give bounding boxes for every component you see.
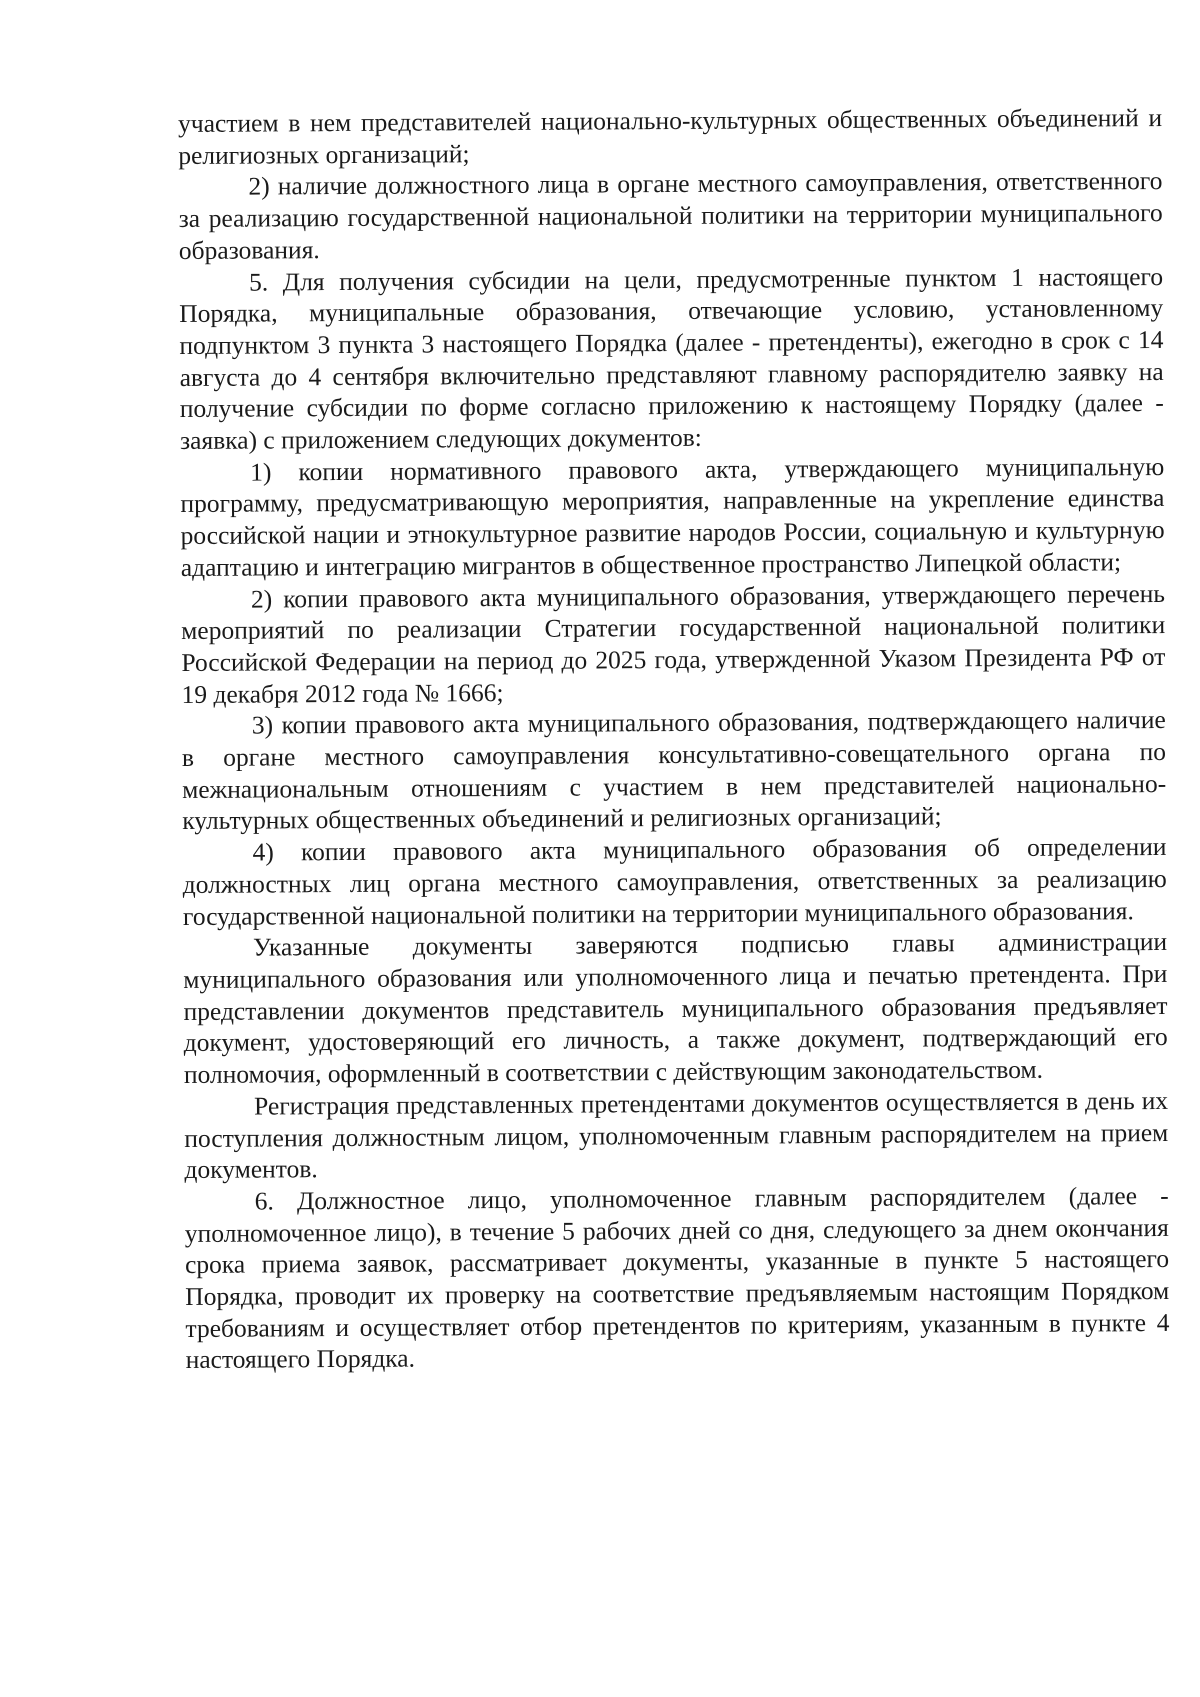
- paragraph-continuation: участием в нем представителей национально-культурных общественных объединений и религиозных организаций;: [178, 102, 1163, 170]
- paragraph-doc-item-3: 3) копии правового акта муниципального образования, подтверждающего наличие в органе местного самоуправления консультативно-совещательного органа по межнациональным отношениям с участием в нем представителей национально-культурных общественных объединений и религиозных организаций;: [181, 705, 1167, 836]
- paragraph-clause-6: 6. Должностное лицо, уполномоченное главным распорядителем (далее - уполномоченное лицо), в течение 5 рабочих дней со дня, следующего за днем окончания срока приема заявок, рассматривает документы, указанные в пункте 5 настоящего Порядка, проводит их проверку на соответствие предъявляемым настоящим Порядком требованиям и осуществляет отбор претендентов по критериям, указанным в пункте 4 настоящего Порядка.: [184, 1180, 1170, 1375]
- paragraph-registration: Регистрация представленных претендентами документов осуществляется в день их поступления должностным лицом, уполномоченным главным распорядителем на прием документов.: [184, 1085, 1169, 1185]
- paragraph-doc-item-1: 1) копии нормативного правового акта, утверждающего муниципальную программу, предусматривающую мероприятия, направленные на укрепление единства российской нации и этнокультурное развитие народов России, социальную и культурную адаптацию и интеграцию мигрантов в общественное пространство Липецкой области;: [180, 451, 1165, 582]
- paragraph-clause-5: 5. Для получения субсидии на цели, предусмотренные пунктом 1 настоящего Порядка, муниципальные образования, отвечающие условию, установленному подпунктом 3 пункта 3 настоящего Порядка (далее - претенденты), ежегодно в срок с 14 августа до 4 сентября включительно представляют главному распорядителю заявку на получение субсидии по форме согласно приложению к настоящему Порядку (далее - заявка) с приложением следующих документов:: [179, 261, 1164, 456]
- paragraph-item-2-official: 2) наличие должностного лица в органе местного самоуправления, ответственного за реализацию государственной национальной политики на территории муниципального образования.: [178, 166, 1163, 265]
- paragraph-doc-item-2: 2) копии правового акта муниципального образования, утверждающего перечень мероприятий по реализации Стратегии государственной национальной политики Российской Федерации на период до 2025 года, утвержденной Указом Президента РФ от 19 декабря 2012 года № 1666;: [181, 578, 1166, 709]
- document-body: [178, 102, 1170, 1376]
- paragraph-doc-item-4: 4) копии правового акта муниципального образования об определении должностных лиц органа местного самоуправления, ответственных за реализацию государственной национальной политики на территории муниципального образования.: [182, 832, 1167, 931]
- paragraph-certification: Указанные документы заверяются подписью главы администрации муниципального образования или уполномоченного лица и печатью претендента. При представлении документов представитель муниципального образования предъявляет документ, удостоверяющий его личность, а также документ, подтверждающий его полномочия, оформленный в соответствии с действующим законодательством.: [183, 927, 1168, 1090]
